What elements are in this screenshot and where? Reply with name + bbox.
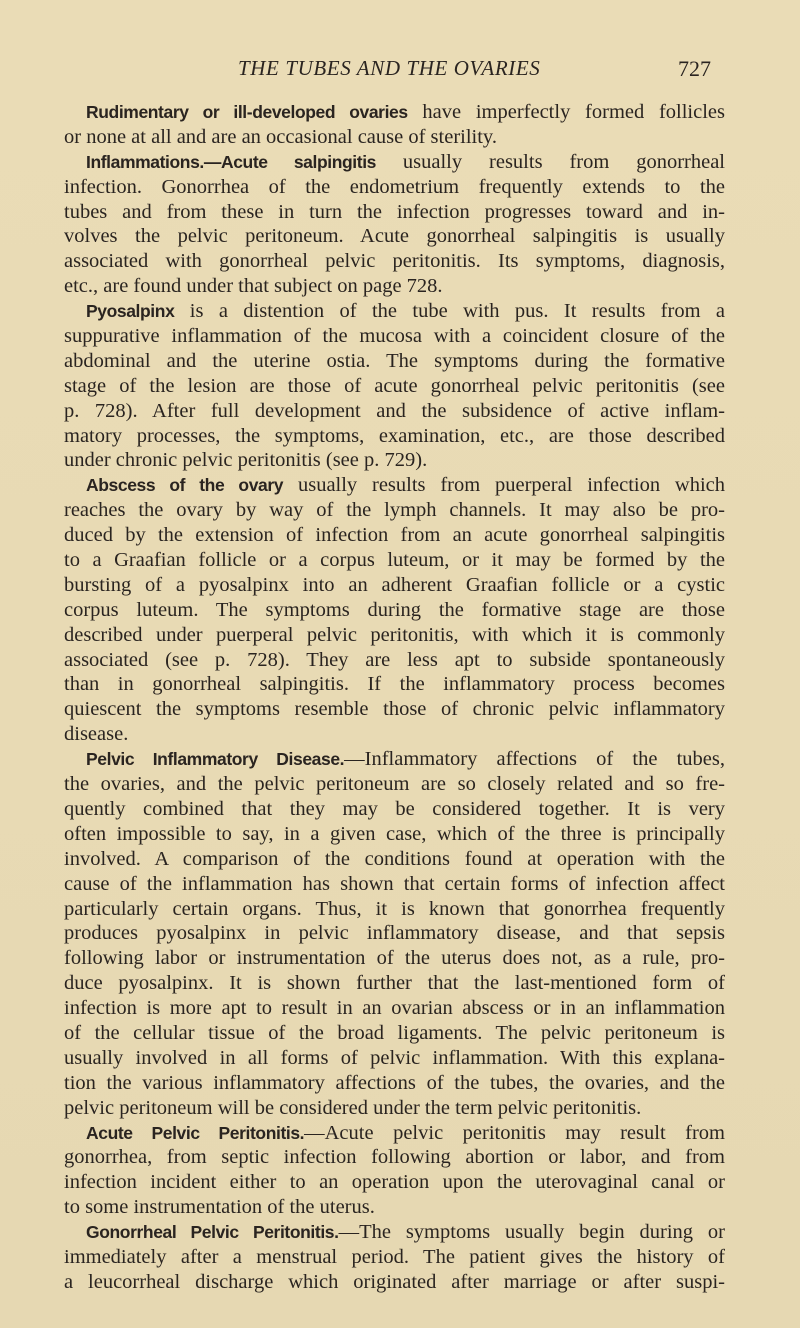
text-line <box>64 772 725 797</box>
text-line <box>64 1021 725 1046</box>
paragraph <box>64 1220 725 1295</box>
line-text: p. 728). After full development and the subsidence of active inflam- <box>64 399 725 422</box>
text-line <box>64 872 725 897</box>
line-text: duce pyosalpinx. It is shown further that the last-mentioned form of <box>64 972 725 995</box>
page-number: 727 <box>678 56 711 81</box>
line-text: involved. A comparison of the conditions found at operation with the <box>64 847 725 870</box>
text-line <box>64 1195 725 1220</box>
text-line <box>64 374 725 399</box>
line-text: to some instrumentation of the uterus. <box>64 1196 375 1219</box>
line-text: infection is more apt to result in an ovarian abscess or in an inflammation <box>64 997 725 1020</box>
line-text: or none at all and are an occasional cause of sterility. <box>64 125 497 148</box>
text-line <box>64 1096 725 1121</box>
line-text: —Acute pelvic peritonitis may result from <box>304 1121 725 1144</box>
text-line <box>64 175 725 200</box>
paragraph <box>64 299 725 473</box>
page-header <box>0 56 800 86</box>
text-line <box>64 125 725 150</box>
line-text: —Inflammatory affections of the tubes, <box>344 748 725 771</box>
text-line <box>64 349 725 374</box>
paragraph-heading: Rudimentary or ill-developed ovaries <box>86 102 408 122</box>
text-line <box>64 473 725 498</box>
line-text: pelvic peritoneum will be considered under the term pelvic peritonitis. <box>64 1096 642 1119</box>
running-title: THE TUBES AND THE OVARIES <box>238 56 541 80</box>
text-line <box>64 548 725 573</box>
line-text: suppurative inflammation of the mucosa with a coincident closure of the <box>64 325 725 348</box>
text-line <box>64 822 725 847</box>
line-text: associated (see p. 728). They are less apt to subside spontaneously <box>64 648 725 671</box>
paragraph-heading: Pyosalpinx <box>86 301 175 322</box>
line-text: is a distention of the tube with pus. It results from a <box>174 300 725 323</box>
text-line <box>64 897 725 922</box>
paragraph-heading: Acute Pelvic Peritonitis. <box>86 1122 305 1143</box>
text-line <box>64 971 725 996</box>
line-text: etc., are found under that subject on page 728. <box>64 275 443 298</box>
line-text: volves the pelvic peritoneum. Acute gonorrheal salpingitis is usually <box>64 225 725 248</box>
paragraph <box>64 1121 725 1221</box>
text-line <box>64 1046 725 1071</box>
paragraph-heading: Pelvic Inflammatory Disease. <box>86 749 345 770</box>
paragraph <box>64 473 725 747</box>
line-text: have imperfectly formed follicles <box>407 101 725 123</box>
text-line <box>64 1245 725 1270</box>
line-text: usually results from gonorrheal <box>376 150 725 173</box>
line-text: a leucorrheal discharge which originated after marriage or after suspi- <box>64 1270 725 1293</box>
line-text: of the cellular tissue of the broad ligaments. The pelvic peritoneum is <box>64 1021 725 1044</box>
line-text: cause of the inflammation has shown that certain forms of infection affect <box>64 872 725 895</box>
text-line <box>64 847 725 872</box>
paragraph <box>64 100 725 150</box>
text-line <box>64 648 725 673</box>
line-text: infection incident either to an operation upon the uterovaginal canal or <box>64 1171 725 1194</box>
text-line <box>64 697 725 722</box>
line-text: particularly certain organs. Thus, it is known that gonorrhea frequently <box>64 897 725 920</box>
line-text: —The symptoms usually begin during or <box>338 1221 725 1244</box>
line-text: to a Graafian follicle or a corpus luteum, or it may be formed by the <box>64 549 725 572</box>
line-text: associated with gonorrheal pelvic peritonitis. Its symptoms, diagnosis, <box>64 250 725 273</box>
line-text: corpus luteum. The symptoms during the formative stage are those <box>64 598 725 621</box>
line-text: described under puerperal pelvic peritonitis, with which it is commonly <box>64 623 725 646</box>
text-line <box>64 299 725 324</box>
line-text: than in gonorrheal salpingitis. If the inflammatory process becomes <box>64 673 725 696</box>
body-text <box>64 100 725 1295</box>
line-text: abdominal and the uterine ostia. The symptoms during the formative <box>64 349 725 372</box>
text-line <box>64 1071 725 1096</box>
line-text: following labor or instrumentation of the uterus does not, as a rule, pro- <box>64 947 725 970</box>
text-line <box>64 1145 725 1170</box>
text-line <box>64 274 725 299</box>
paragraph-heading: Gonorrheal Pelvic Peritonitis. <box>86 1222 339 1243</box>
line-text: disease. <box>64 723 129 746</box>
line-text: the ovaries, and the pelvic peritoneum are so closely related and so fre- <box>64 773 725 796</box>
text-line <box>64 1170 725 1195</box>
paragraph-heading: Inflammations.—Acute salpingitis <box>86 151 376 172</box>
text-line <box>64 100 725 125</box>
line-text: immediately after a menstrual period. The patient gives the history of <box>64 1245 725 1268</box>
text-line <box>64 399 725 424</box>
line-text: duced by the extension of infection from an acute gonorrheal salpingitis <box>64 524 725 547</box>
text-line <box>64 996 725 1021</box>
text-line <box>64 623 725 648</box>
text-line <box>64 324 725 349</box>
text-line <box>64 573 725 598</box>
line-text: reaches the ovary by way of the lymph channels. It may also be pro- <box>64 499 725 522</box>
text-line <box>64 1270 725 1295</box>
line-text: produces pyosalpinx in pelvic inflammatory disease, and that sepsis <box>64 922 725 945</box>
line-text: quiescent the symptoms resemble those of chronic pelvic inflammatory <box>64 698 725 721</box>
line-text: infection. Gonorrhea of the endometrium frequently extends to the <box>64 175 725 198</box>
text-line <box>64 448 725 473</box>
line-text: matory processes, the symptoms, examination, etc., are those described <box>64 424 725 447</box>
text-line <box>64 722 725 747</box>
text-line <box>64 498 725 523</box>
text-line <box>64 249 725 274</box>
text-line <box>64 200 725 225</box>
line-text: stage of the lesion are those of acute gonorrheal pelvic peritonitis (see <box>64 374 725 397</box>
line-text: tion the various inflammatory affections of the tubes, the ovaries, and the <box>64 1071 725 1094</box>
text-line <box>64 1220 725 1245</box>
line-text: gonorrhea, from septic infection following abortion or labor, and from <box>64 1146 725 1169</box>
text-line <box>64 224 725 249</box>
line-text: tubes and from these in turn the infection progresses toward and in- <box>64 200 725 223</box>
paragraph-heading: Abscess of the ovary <box>86 475 284 496</box>
paragraph <box>64 150 725 299</box>
line-text: quently combined that they may be considered together. It is very <box>64 797 725 820</box>
text-line <box>64 797 725 822</box>
text-line <box>64 672 725 697</box>
text-line <box>64 946 725 971</box>
text-line <box>64 747 725 772</box>
line-text: bursting of a pyosalpinx into an adherent Graafian follicle or a cystic <box>64 573 725 596</box>
text-line <box>64 523 725 548</box>
text-line <box>64 598 725 623</box>
paragraph <box>64 747 725 1120</box>
text-line <box>64 1121 725 1146</box>
line-text: usually results from puerperal infection which <box>283 474 726 497</box>
text-line <box>64 150 725 175</box>
line-text: often impossible to say, in a given case, which of the three is principally <box>64 822 725 845</box>
text-line <box>64 921 725 946</box>
line-text: under chronic pelvic peritonitis (see p. 729). <box>64 449 428 472</box>
text-line <box>64 424 725 449</box>
line-text: usually involved in all forms of pelvic inflammation. With this explana- <box>64 1046 725 1069</box>
